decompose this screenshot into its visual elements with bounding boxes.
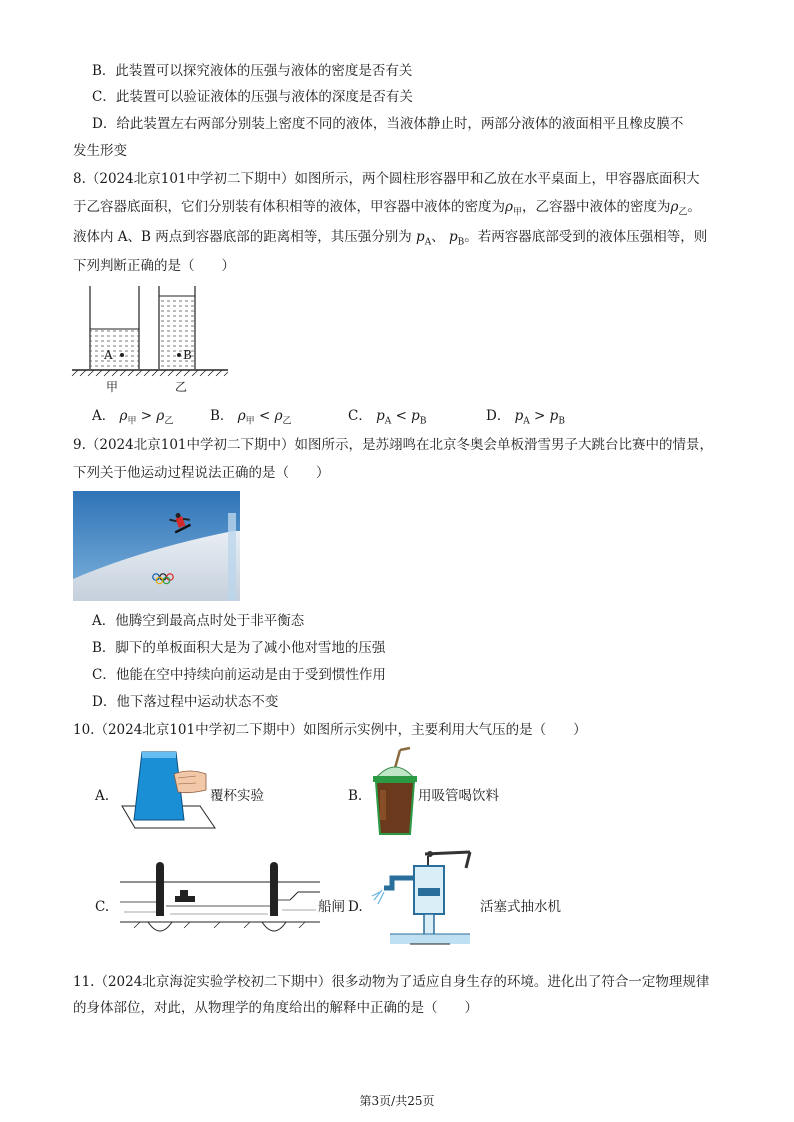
page-number-footer: 第3页/共25页 xyxy=(359,1094,435,1108)
q7-option-d-line2: 发生形变 xyxy=(73,143,127,159)
q8-option-a[interactable]: A． $\rho_甲 > \rho_乙$ xyxy=(92,408,174,427)
q8-point-a-label: A xyxy=(104,348,113,362)
q8-stem-line1: 8.（2024北京101中学初二下期中）如图所示，两个圆柱形容器甲和乙放在水平桌面上，甲容器底面积大 xyxy=(73,171,700,187)
q10-cup-experiment-figure xyxy=(120,748,220,833)
q8-stem-line4: 下列判断正确的是（ ） xyxy=(73,258,235,274)
q8-option-c[interactable]: C． $p_A < p_B$ xyxy=(348,408,427,427)
q10-option-d-text: 活塞式抽水机 xyxy=(480,899,561,915)
q8-container-jia-label: 甲 xyxy=(106,380,119,394)
q10-option-a-letter[interactable]: A. xyxy=(95,788,110,804)
q8-option-b[interactable]: B． $\rho_甲 < \rho_乙$ xyxy=(210,408,292,427)
q10-ship-lock-figure xyxy=(120,860,320,945)
rho-yi-symbol: $\rho_乙$ xyxy=(670,199,688,218)
q10-straw-drink-figure xyxy=(370,748,420,838)
q9-option-c[interactable]: C．他能在空中持续向前运动是由于受到惯性作用 xyxy=(92,667,386,683)
q8-point-b-label: B xyxy=(183,348,192,362)
q7-option-d-line1: D．给此装置左右两部分别装上密度不同的液体，当液体静止时，两部分液体的液面相平且橡皮膜不 xyxy=(92,116,684,132)
q8-stem-line3: 液体内 A、B 两点到容器底部的距离相等，其压强分别为 $p_A$、 $p_B$。若两容器底部受到的液体压强相等，则 xyxy=(73,229,708,248)
q10-stem: 10.（2024北京101中学初二下期中）如图所示实例中，主要利用大气压的是（ ） xyxy=(73,722,587,738)
q7-option-c: C．此装置可以验证液体的压强与液体的深度是否有关 xyxy=(92,89,413,105)
q11-stem-line1: 11.（2024北京海淀实验学校初二下期中）很多动物为了适应自身生存的环境。进化出了符合一定物理规律 xyxy=(73,974,710,990)
q9-snowboard-photo xyxy=(73,491,240,601)
q11-stem-line2: 的身体部位，对此，从物理学的角度给出的解释中正确的是（ ） xyxy=(73,1000,478,1016)
rho-jia-symbol: $\rho_甲$ xyxy=(505,199,522,218)
q9-option-b[interactable]: B．脚下的单板面积大是为了减小他对雪地的压强 xyxy=(92,640,386,656)
q10-option-b-letter[interactable]: B. xyxy=(348,788,363,804)
q10-piston-pump-figure xyxy=(370,848,480,948)
q9-stem-line2: 下列关于他运动过程说法正确的是（ ） xyxy=(73,465,330,481)
q8-container-yi-label: 乙 xyxy=(175,380,188,394)
q8-containers-figure xyxy=(70,284,230,394)
p-b-symbol: $p_B$ xyxy=(444,229,465,248)
q8-stem-line2: 于乙容器底面积，它们分别装有体积相等的液体，甲容器中液体的密度为$\rho_甲$，乙容器中液体的密度为$\rho_乙$。 xyxy=(73,199,701,218)
q10-option-d-letter[interactable]: D. xyxy=(348,899,363,915)
q10-option-a-text: 覆杯实验 xyxy=(210,788,264,804)
q9-option-d[interactable]: D．他下落过程中运动状态不变 xyxy=(92,694,279,710)
p-a-symbol: $p_A$ xyxy=(411,229,432,248)
q8-option-d[interactable]: D． $p_A > p_B$ xyxy=(486,408,565,427)
q10-option-b-text: 用吸管喝饮料 xyxy=(418,788,499,804)
q9-stem-line1: 9.（2024北京101中学初二下期中）如图所示，是苏翊鸣在北京冬奥会单板滑雪男子大跳台比赛中的情景， xyxy=(73,437,714,453)
q10-option-c-text: 船闸 xyxy=(318,899,345,915)
q9-option-a[interactable]: A．他腾空到最高点时处于非平衡态 xyxy=(92,613,305,629)
q7-option-b: B．此装置可以探究液体的压强与液体的密度是否有关 xyxy=(92,63,413,79)
q10-option-c-letter[interactable]: C. xyxy=(95,899,110,915)
